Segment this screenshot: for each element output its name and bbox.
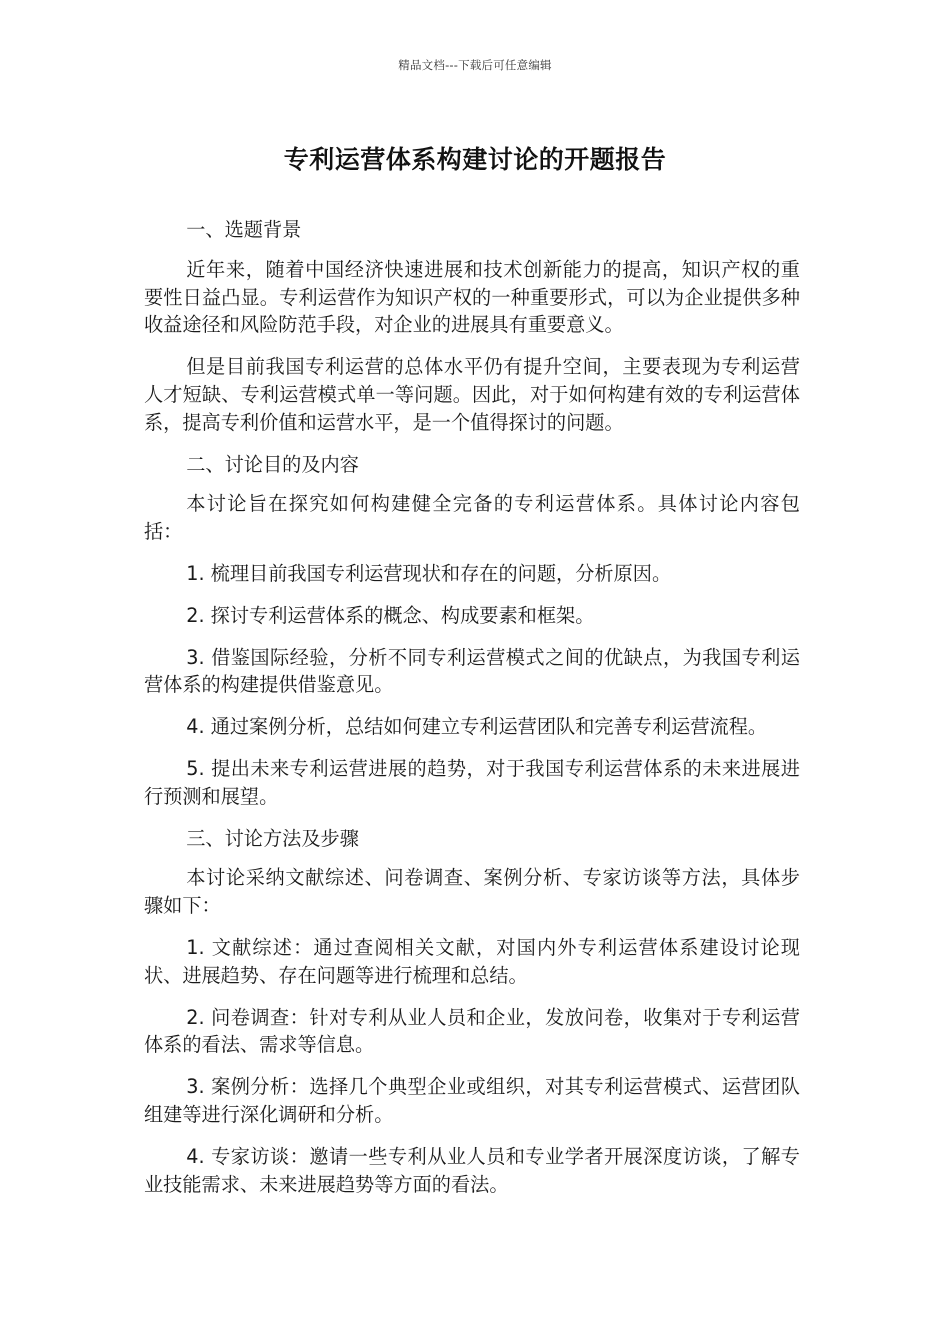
section-heading-methods: 三、讨论方法及步骤: [186, 826, 359, 850]
list-item-method-1: 1. 文献综述：通过查阅相关文献，对国内外专利运营体系建设讨论现状、进展趋势、存在问题等进行梳理和总结。: [144, 935, 800, 987]
list-item-content-5: 5. 提出未来专利运营进展的趋势，对于我国专利运营体系的未来进展进行预测和展望。: [144, 756, 800, 808]
list-item-method-3: 3. 案例分析：选择几个典型企业或组织，对其专利运营模式、运营团队组建等进行深化调研和分析。: [144, 1075, 800, 1126]
section-heading-purpose: 二、讨论目的及内容: [186, 452, 359, 476]
list-item-method-4: 4. 专家访谈：邀请一些专利从业人员和专业学者开展深度访谈，了解专业技能需求、未来进展趋势等方面的看法。: [144, 1144, 800, 1196]
list-item-content-3: 3. 借鉴国际经验，分析不同专利运营模式之间的优缺点，为我国专利运营体系的构建提供借鉴意见。: [144, 645, 800, 697]
section-heading-background: 一、选题背景: [186, 218, 302, 241]
paragraph-methods-intro: 本讨论采纳文献综述、问卷调查、案例分析、专家访谈等方法，具体步骤如下：: [144, 866, 800, 918]
paragraph-background-1: 近年来，随着中国经济快速进展和技术创新能力的提高，知识产权的重要性日益凸显。专利运营作为知识产权的一种重要形式，可以为企业提供多种收益途径和风险防范手段，对企业的进展具有重要意义。: [144, 257, 800, 337]
header-note: 精品文档---下载后可任意编辑: [398, 58, 552, 72]
list-item-content-4: 4. 通过案例分析，总结如何建立专利运营团队和完善专利运营流程。: [186, 715, 768, 739]
list-item-method-2: 2. 问卷调查：针对专利从业人员和企业，发放问卷，收集对于专利运营体系的看法、需求等信息。: [144, 1005, 800, 1057]
paragraph-background-2: 但是目前我国专利运营的总体水平仍有提升空间，主要表现为专利运营人才短缺、专利运营模式单一等问题。因此，对于如何构建有效的专利运营体系，提高专利价值和运营水平，是一个值得探讨的问题。: [144, 355, 800, 434]
document-title: 专利运营体系构建讨论的开题报告: [283, 145, 667, 174]
list-item-content-2: 2. 探讨专利运营体系的概念、构成要素和框架。: [186, 603, 595, 627]
paragraph-purpose-intro: 本讨论旨在探究如何构建健全完备的专利运营体系。具体讨论内容包括：: [144, 492, 800, 544]
list-item-content-1: 1. 梳理目前我国专利运营现状和存在的问题，分析原因。: [186, 561, 672, 585]
document-body: [144, 216, 800, 1212]
